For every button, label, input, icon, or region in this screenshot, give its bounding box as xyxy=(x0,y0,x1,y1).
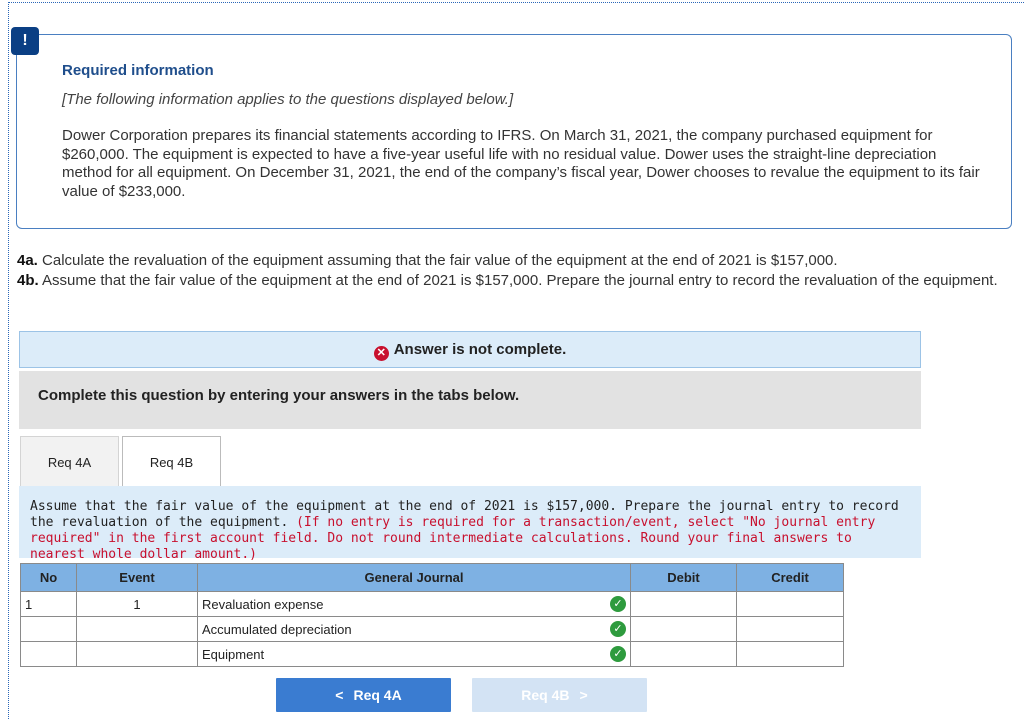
required-info-box xyxy=(16,34,1012,229)
instructions-note: (If no entry is required for a transaction/event, select "No journal entry required" in the first account field. Do not round intermediate calculations. Round your final answers to nearest whole dollar amount.) xyxy=(30,515,876,562)
question-text xyxy=(17,251,1007,290)
next-req-4b-button[interactable] xyxy=(472,678,647,712)
cell-no: 1 xyxy=(21,592,77,617)
debit-input[interactable] xyxy=(631,617,737,642)
info-subtitle: [The following information applies to the questions displayed below.] xyxy=(62,91,514,108)
table-row xyxy=(21,617,844,642)
cell-no xyxy=(21,617,77,642)
x-circle-icon: ✕ xyxy=(374,346,389,361)
check-circle-icon: ✓ xyxy=(610,621,626,637)
journal-table xyxy=(20,563,844,667)
col-header-no: No xyxy=(21,564,77,592)
question-4b xyxy=(17,271,1007,291)
check-circle-icon: ✓ xyxy=(610,646,626,662)
question-4a-label: 4a. xyxy=(17,252,38,269)
question-4b-text: Assume that the fair value of the equipment at the end of 2021 is $157,000. Prepare the journal entry to record the revaluation of the equipment. xyxy=(38,271,998,289)
debit-input[interactable] xyxy=(631,592,737,617)
prev-req-4a-button[interactable] xyxy=(276,678,451,712)
col-header-account: General Journal xyxy=(198,564,631,592)
instructions-main: Assume that the fair value of the equipment at the end of 2021 is $157,000. Prepare the journal entry to record the revaluation of the equipment. xyxy=(30,499,899,530)
chevron-right-icon: > xyxy=(579,687,588,703)
cell-event xyxy=(77,617,198,642)
account-select[interactable] xyxy=(198,617,631,642)
credit-input[interactable] xyxy=(737,642,844,667)
col-header-event: Event xyxy=(77,564,198,592)
cell-event xyxy=(77,642,198,667)
exclamation-icon: ! xyxy=(11,27,39,55)
table-row xyxy=(21,642,844,667)
question-4b-label: 4b. xyxy=(17,271,39,289)
page-top-border xyxy=(8,2,1024,3)
tab-req-4b[interactable]: Req 4B xyxy=(122,436,221,488)
account-value: Accumulated depreciation xyxy=(202,621,352,637)
col-header-credit: Credit xyxy=(737,564,844,592)
tab-req-4a[interactable]: Req 4A xyxy=(20,436,119,486)
page-left-border xyxy=(8,2,9,719)
account-select[interactable] xyxy=(198,642,631,667)
answer-status-text: Answer is not complete. xyxy=(393,341,567,358)
table-row xyxy=(21,592,844,617)
account-value: Revaluation expense xyxy=(202,596,324,612)
cell-event: 1 xyxy=(77,592,198,617)
question-4a-text: Calculate the revaluation of the equipment assuming that the fair value of the equipment at the end of 2021 is $157,000. xyxy=(37,252,838,269)
instructions-panel xyxy=(19,486,921,562)
answer-status-banner xyxy=(19,331,921,368)
check-circle-icon: ✓ xyxy=(610,596,626,612)
journal-header-row xyxy=(21,564,844,592)
instructions-header: Complete this question by entering your answers in the tabs below. xyxy=(19,371,921,429)
info-body: Dower Corporation prepares its financial statements according to IFRS. On March 31, 2021, the company purchased equipment for $260,000. The equipment is expected to have a five-year useful life with no residual value. Dower uses the straight-line depreciation method for all equipment. On December 31, 2021, the end of the company’s fiscal year, Dower chooses to revalue the equipment to its fair value of $233,000. xyxy=(62,127,980,200)
prev-button-label: Req 4A xyxy=(353,687,402,703)
account-value: Equipment xyxy=(202,646,265,662)
chevron-left-icon: < xyxy=(335,687,344,703)
credit-input[interactable] xyxy=(737,592,844,617)
next-button-label: Req 4B xyxy=(521,687,570,703)
debit-input[interactable] xyxy=(631,642,737,667)
question-4a xyxy=(17,251,1007,271)
col-header-debit: Debit xyxy=(631,564,737,592)
info-title: Required information xyxy=(62,62,214,79)
credit-input[interactable] xyxy=(737,617,844,642)
account-select[interactable] xyxy=(198,592,631,617)
cell-no xyxy=(21,642,77,667)
